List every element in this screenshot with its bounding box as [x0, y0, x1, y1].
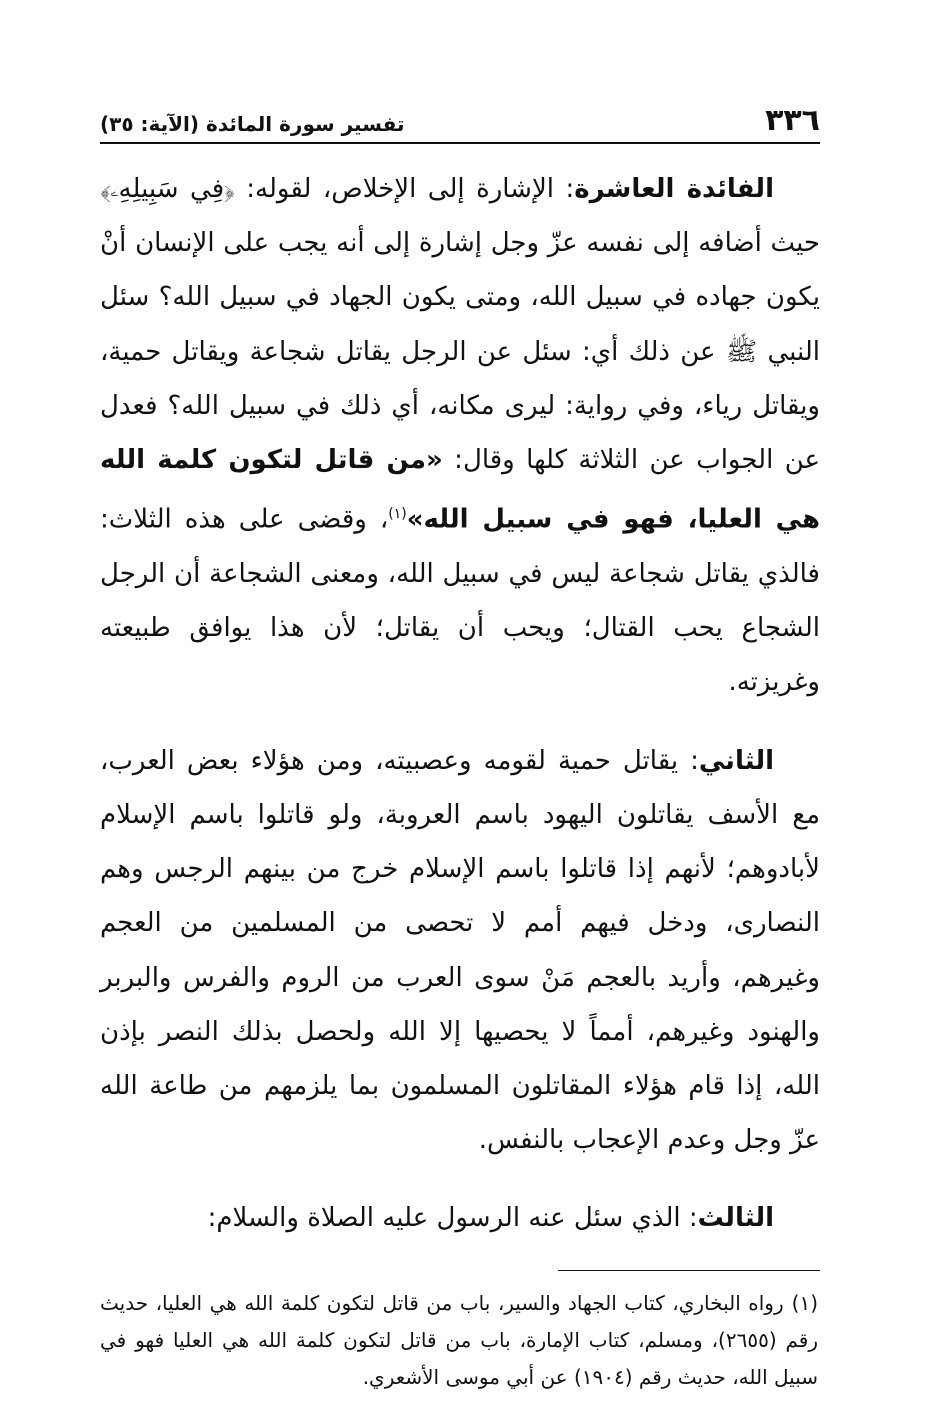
paragraph-third [100, 1191, 820, 1245]
footnote-marker: (١) [791, 1290, 818, 1315]
paragraph-text: : الإشارة إلى الإخلاص، لقوله: ﴿فِي سَبِيلِهِۦ﴾ حيث أضافه إلى نفسه عزّ وجل إشارة إلى أنه يجب على الإنسان أنْ يكون جهاده في سبيل الله، ومتى يكون الجهاد في سبيل الله؟ سئل النبي ﷺ عن ذلك أي: سئل عن الرجل يقاتل شجاعة ويقاتل حمية، ويقاتل رياء، وفي رواية: ليرى مكانه، أي ذلك في سبيل الله؟ فعدل عن الجواب عن الثلاثة كلها وقال: [100, 174, 820, 476]
paragraph-text-continued: ، وقضى على هذه الثلاث: فالذي يقاتل شجاعة ليس في سبيل الله، ومعنى الشجاعة أن الرجل الشجاع يحب القتال؛ ويحب أن يقاتل؛ لأن هذا يوافق طبيعته وغريزته. [100, 504, 820, 698]
footnote-divider [558, 1270, 820, 1271]
paragraph-text: : الذي سئل عنه الرسول عليه الصلاة والسلام: [207, 1203, 698, 1234]
running-title: تفسير سورة المائدة (الآية: ٣٥) [100, 112, 405, 136]
paragraph-heading: الثالث [697, 1203, 774, 1234]
hadith-quote: «من قاتل لتكون كلمة الله هي العليا، فهو في سبيل الله» [100, 445, 821, 535]
paragraph-text: : يقاتل حمية لقومه وعصبيته، ومن هؤلاء بعض العرب، مع الأسف يقاتلون اليهود باسم العروبة، ولو قاتلوا باسم الإسلام لأبادوهم؛ لأنهم إذا قاتلوا باسم الإسلام خرج من بينهم الرجس وهم النصارى، ودخل فيهم أمم لا تحصى من المسلمين من العجم وغيرهم، وأريد بالعجم مَنْ سوى العرب من الروم والفرس والبربر والهنود وغيرهم، أمماً لا يحصيها إلا الله ولحصل بذلك النصر بإذن الله، إذا قام هؤلاء المقاتلون المسلمون بما يلزمهم من طاعة الله عزّ وجل وعدم الإعجاب بالنفس. [100, 745, 820, 1156]
footnote-text: رواه البخاري، كتاب الجهاد والسير، باب من قاتل لتكون كلمة الله هي العليا، حديث رقم (٢٦٥٥)، ومسلم، كتاب الإمارة، باب من قاتل لتكون كلمة الله هي العليا فهو في سبيل الله، حديث رقم (١٩٠٤) عن أبي موسى الأشعري. [100, 1290, 818, 1389]
paragraph-heading: الفائدة العاشرة [574, 174, 774, 204]
paragraph-tenth-benefit [100, 162, 820, 710]
running-header [100, 86, 820, 144]
footnote-reference[interactable]: (١) [388, 506, 407, 523]
page-number: ٣٣٦ [765, 103, 820, 138]
book-page [100, 86, 821, 1389]
paragraph-heading: الثاني [698, 745, 774, 776]
footnote [100, 1285, 820, 1396]
body-text [100, 162, 820, 1246]
paragraph-second [100, 734, 820, 1168]
